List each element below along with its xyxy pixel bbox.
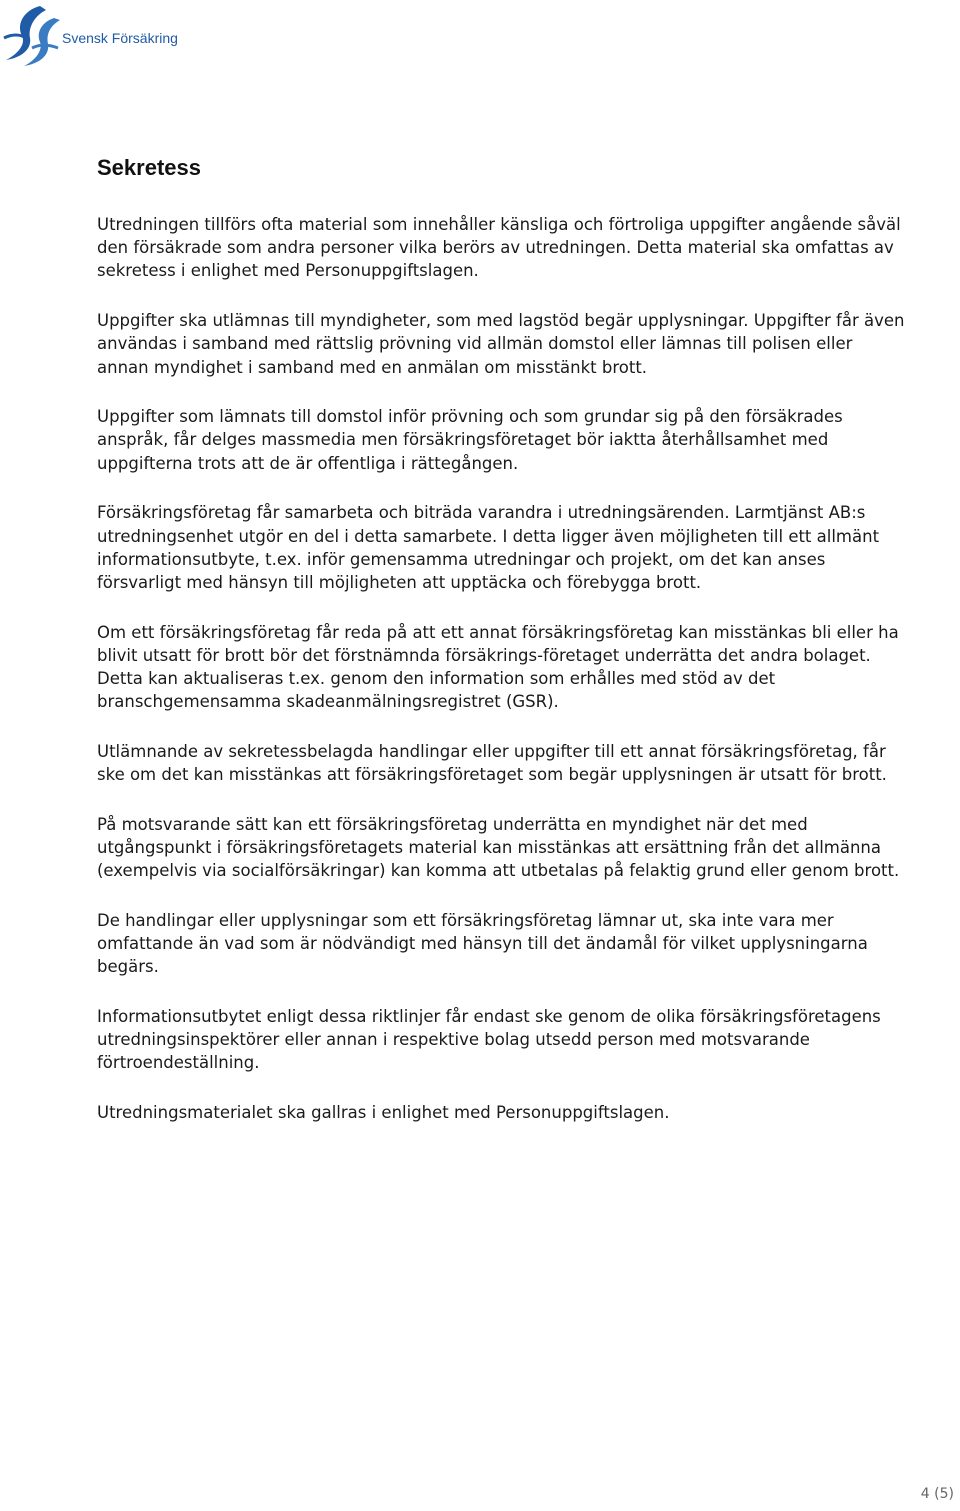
page-title: Sekretess bbox=[97, 155, 201, 180]
page-number: 4 (5) bbox=[920, 1486, 954, 1502]
paragraph: Försäkringsföretag får samarbeta och biträda varandra i utredningsärenden. Larmtjänst AB:s utredningsenhet utgör en del i detta samarbete. I detta ligger även möjligheten till ett allmänt informationsutbyte, t.ex. inför gemensamma utredningar och projekt, om det kan anses försvarligt med hänsyn till möjligheten att upptäcka och förebygga brott. bbox=[97, 503, 880, 592]
paragraph: De handlingar eller upplysningar som ett försäkringsföretag lämnar ut, ska inte vara mer omfattande än vad som är nödvändigt med hänsyn till det ändamål för vilket upplysningarna begärs. bbox=[97, 910, 868, 977]
paragraph: Uppgifter som lämnats till domstol inför prövning och som grundar sig på den försäkrades anspråk, får delges massmedia men försäkringsföretaget bör iaktta återhållsamhet med uppgifterna trots att de är offentliga i rättegången. bbox=[97, 407, 843, 473]
logo-text: Svensk Försäkring bbox=[62, 30, 178, 46]
paragraph: Uppgifter ska utlämnas till myndigheter, som med lagstöd begär upplysningar. Uppgifter får även användas i samband med rättslig prövning vid allmän domstol eller lämnas till polisen eller annan myndighet i samband med en anmälan om misstänkt brott. bbox=[97, 311, 905, 377]
paragraph: Om ett försäkringsföretag får reda på att ett annat försäkringsföretag kan misstänkas bli eller ha blivit utsatt för brott bör det förstnämnda försäkrings-företaget underrätta det andra bolaget. Detta kan aktualiseras t.ex. genom den information som erhålles med stöd av det branschgemensamma skadeanmälningsregistret (GSR). bbox=[97, 622, 899, 712]
paragraph: Utlämnande av sekretessbelagda handlingar eller uppgifter till ett annat försäkringsföretag, får ske om det kan misstänkas att försäkringsföretaget som begär upplysningen är utsatt för brott. bbox=[97, 741, 887, 785]
company-logo bbox=[0, 0, 200, 72]
paragraph: Informationsutbytet enligt dessa riktlinjer får endast ske genom de olika försäkringsföretagens utredningsinspektörer eller annan i respektive bolag utsedd person med motsvarande förtroendeställning. bbox=[97, 1007, 881, 1073]
svensk-forsakring-logo-icon bbox=[2, 4, 64, 68]
paragraph: Utredningen tillförs ofta material som innehåller känsliga och förtroliga uppgifter angående såväl den försäkrade som andra personer vilka berörs av utredningen. Detta material ska omfattas av sekretess i enlighet med Personuppgiftslagen. bbox=[97, 215, 901, 281]
paragraph: Utredningsmaterialet ska gallras i enlighet med Personuppgiftslagen. bbox=[97, 1103, 670, 1123]
paragraph: På motsvarande sätt kan ett försäkringsföretag underrätta en myndighet när det med utgångspunkt i försäkringsföretagets material kan misstänkas att ersättning från det allmänna (exempelvis via socialförsäkringar) kan komma att utbetalas på felaktig grund eller genom brott. bbox=[97, 814, 900, 881]
document-body bbox=[97, 213, 907, 1151]
